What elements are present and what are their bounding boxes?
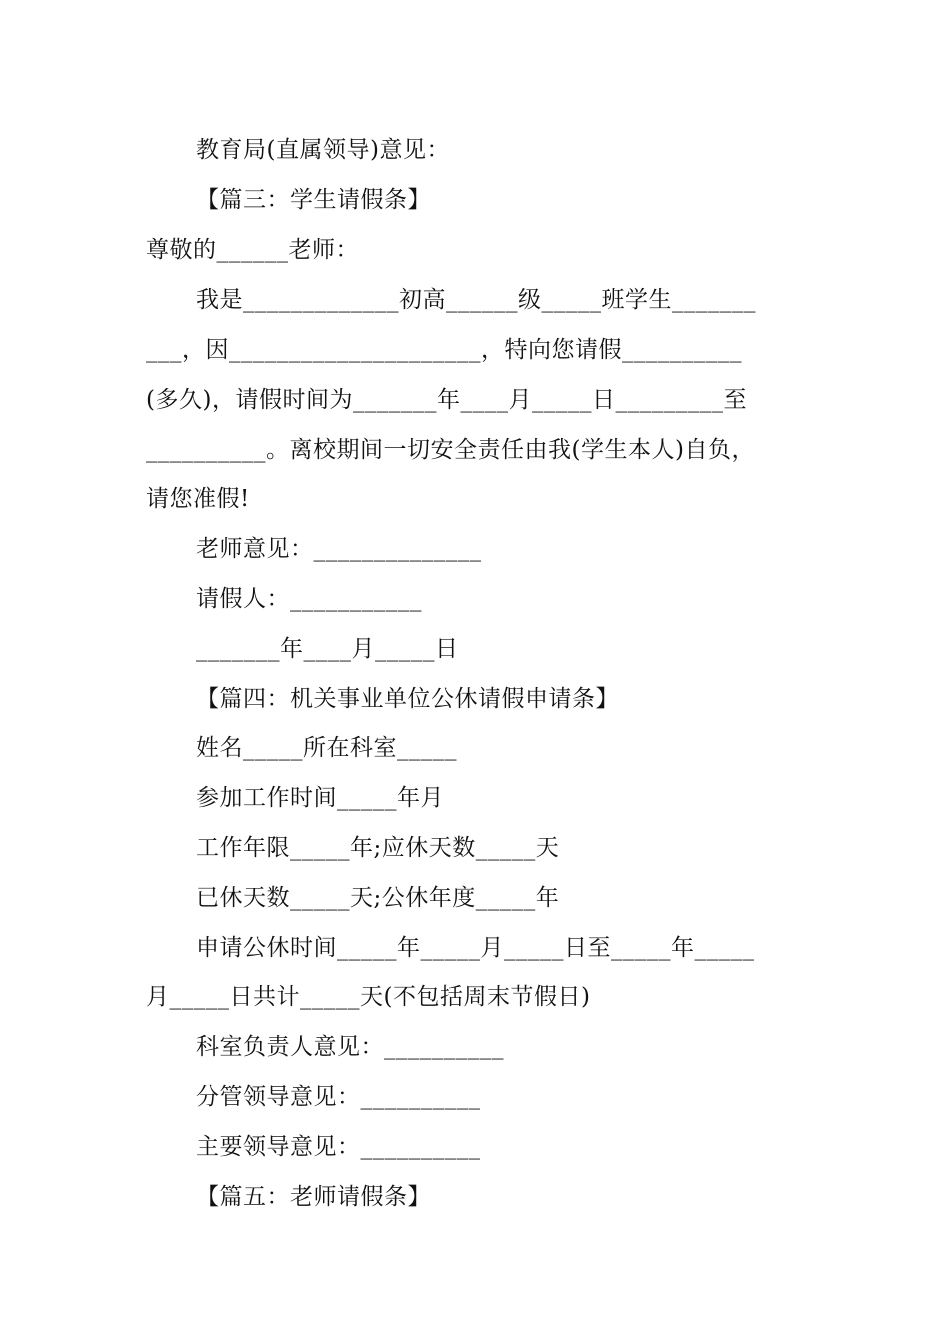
text-line: 分管领导意见：__________ [196, 1084, 481, 1110]
text-line: 已休天数_____天;公休年度_____年 [196, 885, 560, 911]
text-line: 申请公休时间_____年_____月_____日至_____年_____ [196, 935, 755, 961]
text-line: 主要领导意见：__________ [196, 1134, 481, 1160]
text-line: 科室负责人意见：__________ [196, 1034, 504, 1060]
text-line: __________。离校期间一切安全责任由我(学生本人)自负， [146, 437, 755, 463]
text-line: 我是_____________初高______级_____班学生_______ [196, 287, 756, 313]
text-line: 工作年限_____年;应休天数_____天 [196, 835, 560, 861]
section-heading: 【篇四：机关事业单位公休请假申请条】 [196, 686, 619, 712]
text-line: 姓名_____所在科室_____ [196, 735, 457, 761]
text-line: 老师意见：______________ [196, 536, 482, 562]
text-line: 请假人：___________ [196, 586, 422, 612]
text-line: (多久)，请假时间为_______年____月_____日_________至 [146, 387, 747, 413]
text-line: ___，因_____________________，特向您请假__________ [146, 337, 742, 363]
text-line: 参加工作时间_____年月 [196, 785, 444, 811]
text-line: 月_____日共计_____天(不包括周末节假日) [146, 984, 591, 1010]
section-heading: 【篇三：学生请假条】 [196, 187, 431, 213]
text-line: _______年____月_____日 [196, 636, 459, 662]
text-line: 请您准假! [146, 486, 250, 512]
text-line: 尊敬的______老师： [146, 237, 359, 263]
section-heading: 【篇五：老师请假条】 [196, 1184, 431, 1210]
text-line: 教育局(直属领导)意见： [196, 137, 450, 163]
